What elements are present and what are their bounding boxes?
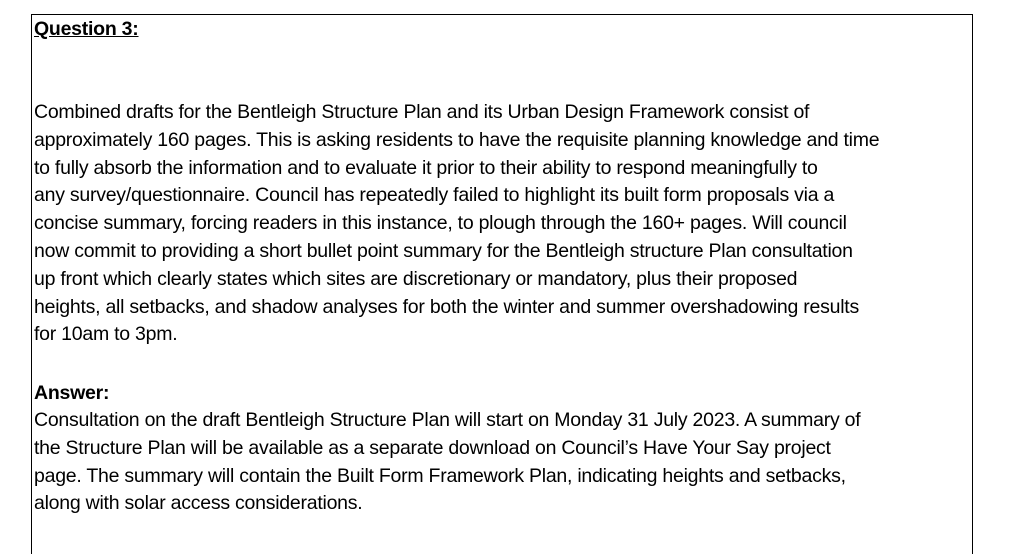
- answer-line: Consultation on the draft Bentleigh Structure Plan will start on Monday 31 July 2023. A summary of: [34, 409, 861, 431]
- answer-line: the Structure Plan will be available as a separate download on Council’s Have Your Say project: [34, 436, 831, 459]
- answer-line: along with solar access considerations.: [34, 492, 363, 515]
- answer-heading: Answer:: [34, 382, 110, 404]
- question-line: to fully absorb the information and to evaluate it prior to their ability to respond meaningfully to: [34, 156, 818, 179]
- question-line: Combined drafts for the Bentleigh Structure Plan and its Urban Design Framework consist of: [34, 101, 810, 123]
- question-body: [34, 99, 974, 349]
- answer-line: page. The summary will contain the Built Form Framework Plan, indicating heights and setbacks,: [34, 464, 846, 487]
- question-line: for 10am to 3pm.: [34, 323, 178, 346]
- question-heading: Question 3:: [34, 18, 139, 40]
- question-line: approximately 160 pages. This is asking residents to have the requisite planning knowledge and time: [34, 128, 880, 151]
- answer-body: [34, 407, 974, 518]
- question-line: up front which clearly states which sites are discretionary or mandatory, plus their proposed: [34, 267, 798, 290]
- qa-cell: [34, 16, 974, 515]
- question-line: any survey/questionnaire. Council has repeatedly failed to highlight its built form proposals via a: [34, 184, 835, 207]
- question-line: concise summary, forcing readers in this instance, to plough through the 160+ pages. Will council: [34, 212, 847, 235]
- question-line: heights, all setbacks, and shadow analyses for both the winter and summer overshadowing results: [34, 295, 859, 318]
- question-line: now commit to providing a short bullet point summary for the Bentleigh structure Plan consultation: [34, 239, 853, 262]
